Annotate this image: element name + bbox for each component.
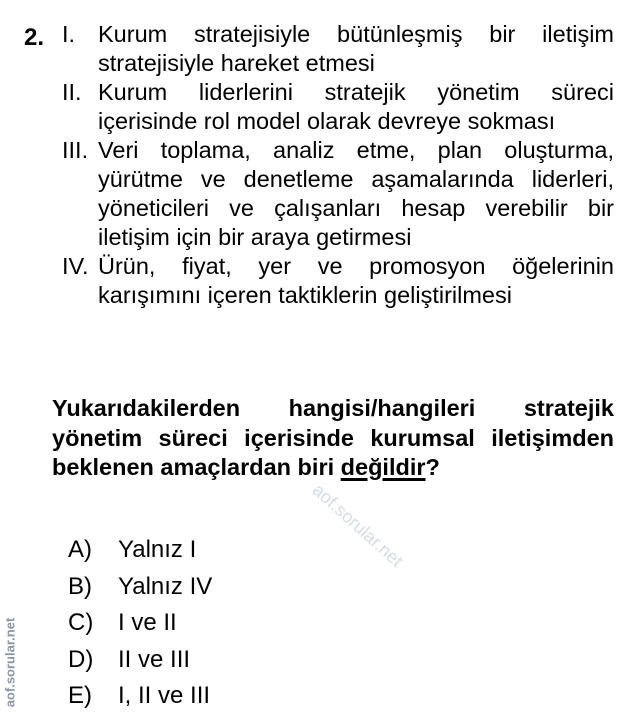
option-letter: B) (68, 572, 92, 600)
option-c[interactable] (68, 605, 212, 642)
statement-text: Ürün, fiyat, yer ve promosyon öğelerinin karışımını içeren taktiklerin geliştirilmesi (98, 253, 614, 308)
statement-item-2 (62, 78, 614, 136)
option-letter: E) (68, 682, 92, 710)
statement-text: Kurum liderlerini stratejik yönetim süreci içerisinde rol model olarak devreye sokması (98, 79, 614, 134)
statement-item-3 (62, 136, 614, 252)
option-d[interactable] (68, 642, 212, 679)
question-number: 2. (24, 24, 45, 51)
option-text: I ve II (118, 609, 177, 637)
statement-text: Veri toplama, analiz etme, plan oluşturma, yürütme ve denetleme aşamalarında liderleri, yöneticileri ve çalışanları hesap verebilir bir iletişim için bir araya getirmesi (98, 137, 614, 250)
statement-item-4 (62, 252, 614, 310)
option-text: II ve III (118, 645, 191, 673)
option-b[interactable] (68, 569, 212, 606)
stem-question-mark: ? (425, 454, 440, 480)
statement-numeral: I. (62, 21, 76, 47)
answer-options (68, 532, 212, 715)
statement-item-1 (62, 20, 614, 78)
option-text: Yalnız I (118, 536, 197, 564)
option-letter: D) (68, 645, 94, 673)
option-letter: C) (68, 609, 94, 637)
statement-numeral: II. (62, 79, 82, 105)
question-stem (52, 394, 614, 483)
statement-numeral: III. (62, 137, 89, 163)
option-letter: A) (68, 536, 92, 564)
statement-list (62, 20, 614, 310)
stem-main-text: Yukarıdakilerden hangisi/hangileri stratejik yönetim süreci içerisinde kurumsal iletişimden beklenen amaçlardan biri (52, 395, 614, 480)
statement-numeral: IV. (62, 253, 89, 279)
stem-negation-underlined: değildir (340, 454, 426, 480)
option-a[interactable] (68, 532, 212, 569)
diagonal-watermark: aof.sorular.net (308, 479, 407, 571)
option-text: I, II ve III (118, 682, 211, 710)
option-e[interactable] (68, 678, 212, 715)
statement-text: Kurum stratejisiyle bütünleşmiş bir iletişim stratejisiyle hareket etmesi (98, 21, 614, 76)
option-text: Yalnız IV (118, 572, 213, 600)
side-watermark: aof.sorular.net (2, 617, 18, 708)
